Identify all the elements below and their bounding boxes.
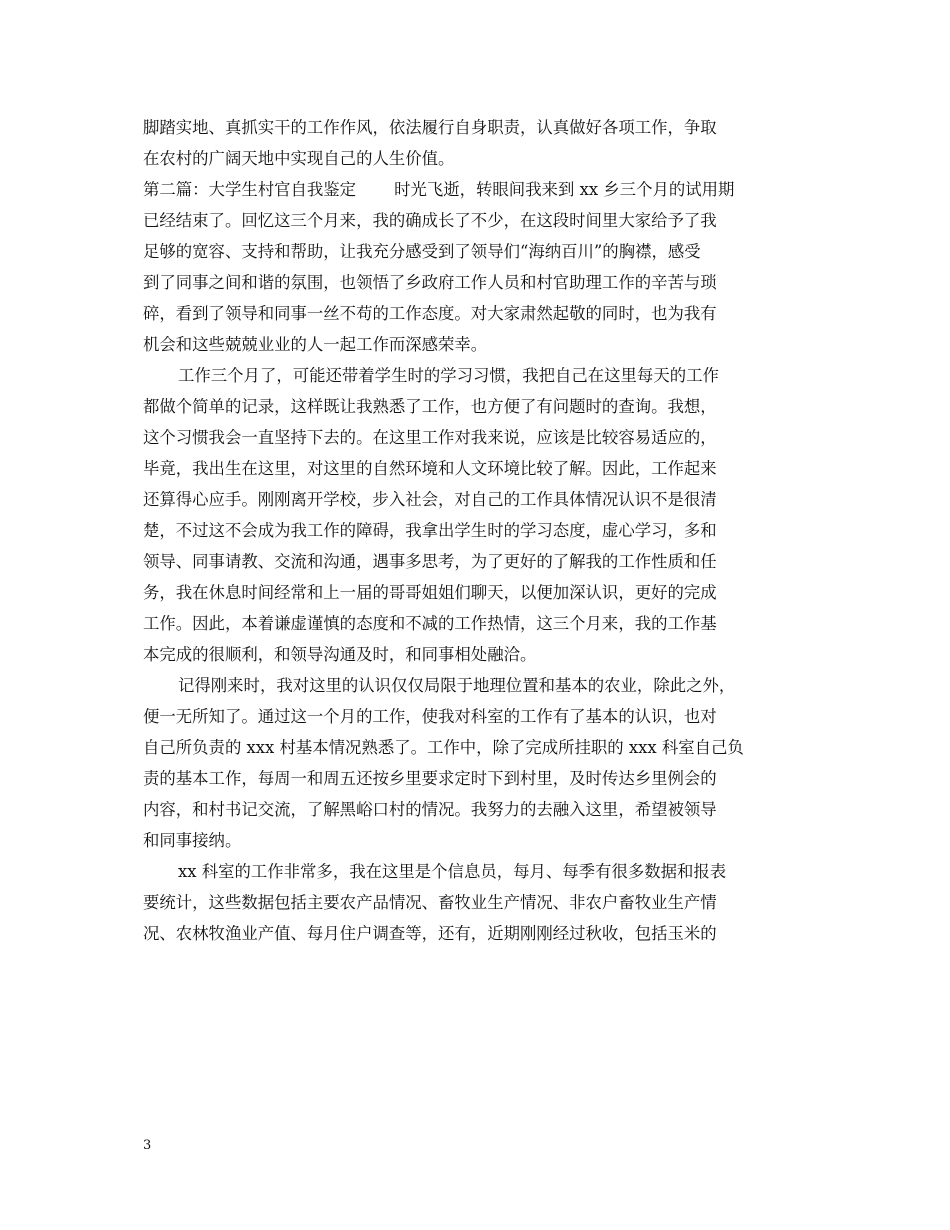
line-text: 责的基本工作，每周一和周五还按乡里要求定时下到村里，及时传达乡里例会的 xyxy=(143,769,717,788)
line-text: 工作。因此，本着谦虚谨慎的态度和不减的工作热情，这三个月来，我的工作基 xyxy=(143,614,717,633)
line-text: 机会和这些兢兢业业的人一起工作而深感荣幸。 xyxy=(143,335,488,354)
text-line xyxy=(143,856,815,887)
line-text: 要统计，这些数据包括主要农产品情况、畜牧业生产情况、非农户畜牧业生产情 xyxy=(143,893,717,912)
section-heading: 第二篇：大学生村官自我鉴定 xyxy=(143,180,357,199)
text-line xyxy=(143,701,815,732)
text-line xyxy=(143,143,815,174)
line-text: 便一无所知了。通过这一个月的工作，使我对科室的工作有了基本的认识，也对 xyxy=(143,707,717,726)
text-line xyxy=(143,670,815,701)
line-text: xx 科室的工作非常多，我在这里是个信息员，每月、每季有很多数据和报表 xyxy=(178,862,727,881)
text-line xyxy=(143,825,815,856)
text-line xyxy=(143,329,815,360)
text-line xyxy=(143,298,815,329)
text-line xyxy=(143,794,815,825)
text-line xyxy=(143,236,815,267)
line-text: 楚，不过这不会成为我工作的障碍，我拿出学生时的学习态度，虚心学习，多和 xyxy=(143,521,717,540)
line-text: 脚踏实地、真抓实干的工作作风，依法履行自身职责，认真做好各项工作，争取 xyxy=(143,118,717,137)
page-number: 3 xyxy=(143,1138,152,1153)
text-line xyxy=(143,763,815,794)
text-line xyxy=(143,422,815,453)
line-text: 碎，看到了领导和同事一丝不苟的工作态度。对大家肃然起敬的同时，也为我有 xyxy=(143,304,717,323)
text-line xyxy=(143,453,815,484)
line-text: 和同事接纳。 xyxy=(143,831,242,850)
text-line xyxy=(143,639,815,670)
text-line xyxy=(143,577,815,608)
line-text: 自己所负责的 xxx 村基本情况熟悉了。工作中，除了完成所挂职的 xxx 科室自己负 xyxy=(143,738,744,757)
line-text: 务，我在休息时间经常和上一届的哥哥姐姐们聊天，以便加深认识，更好的完成 xyxy=(143,583,717,602)
line-text: 领导、同事请教、交流和沟通，遇事多思考，为了更好的了解我的工作性质和任 xyxy=(143,552,717,571)
line-text: 本完成的很顺利，和领导沟通及时，和同事相处融洽。 xyxy=(143,645,537,664)
line-text: 况、农林牧渔业产值、每月住户调查等，还有，近期刚刚经过秋收，包括玉米的 xyxy=(143,924,717,943)
line-text: 这个习惯我会一直坚持下去的。在这里工作对我来说，应该是比较容易适应的， xyxy=(143,428,717,447)
text-line xyxy=(143,205,815,236)
line-text: 足够的宽容、支持和帮助，让我充分感受到了领导们“海纳百川”的胸襟，感受 xyxy=(143,242,701,261)
text-line xyxy=(143,608,815,639)
text-line xyxy=(143,112,815,143)
text-line xyxy=(143,732,815,763)
line-text: 记得刚来时，我对这里的认识仅仅局限于地理位置和基本的农业，除此之外， xyxy=(178,676,736,695)
text-line xyxy=(143,515,815,546)
text-line xyxy=(143,174,815,205)
text-line xyxy=(143,918,815,949)
line-text: 已经结束了。回忆这三个月来，我的确成长了不少，在这段时间里大家给予了我 xyxy=(143,211,717,230)
body-text xyxy=(143,112,815,949)
line-text: 到了同事之间和谐的氛围，也领悟了乡政府工作人员和村官助理工作的辛苦与琐 xyxy=(143,273,717,292)
line-text: 都做个简单的记录，这样既让我熟悉了工作，也方便了有问题时的查询。我想， xyxy=(143,397,717,416)
text-line xyxy=(143,267,815,298)
text-line xyxy=(143,391,815,422)
text-line xyxy=(143,484,815,515)
line-text: 工作三个月了，可能还带着学生时的学习习惯，我把自己在这里每天的工作 xyxy=(178,366,719,385)
line-text: 内容，和村书记交流，了解黑峪口村的情况。我努力的去融入这里，希望被领导 xyxy=(143,800,717,819)
line-text: 时光飞逝，转眼间我来到 xx 乡三个月的试用期 xyxy=(394,180,735,199)
text-line xyxy=(143,360,815,391)
line-text: 还算得心应手。刚刚离开学校，步入社会，对自己的工作具体情况认识不是很清 xyxy=(143,490,717,509)
text-line xyxy=(143,546,815,577)
text-line xyxy=(143,887,815,918)
line-text: 毕竟，我出生在这里，对这里的自然环境和人文环境比较了解。因此，工作起来 xyxy=(143,459,717,478)
line-text: 在农村的广阔天地中实现自己的人生价值。 xyxy=(143,149,455,168)
